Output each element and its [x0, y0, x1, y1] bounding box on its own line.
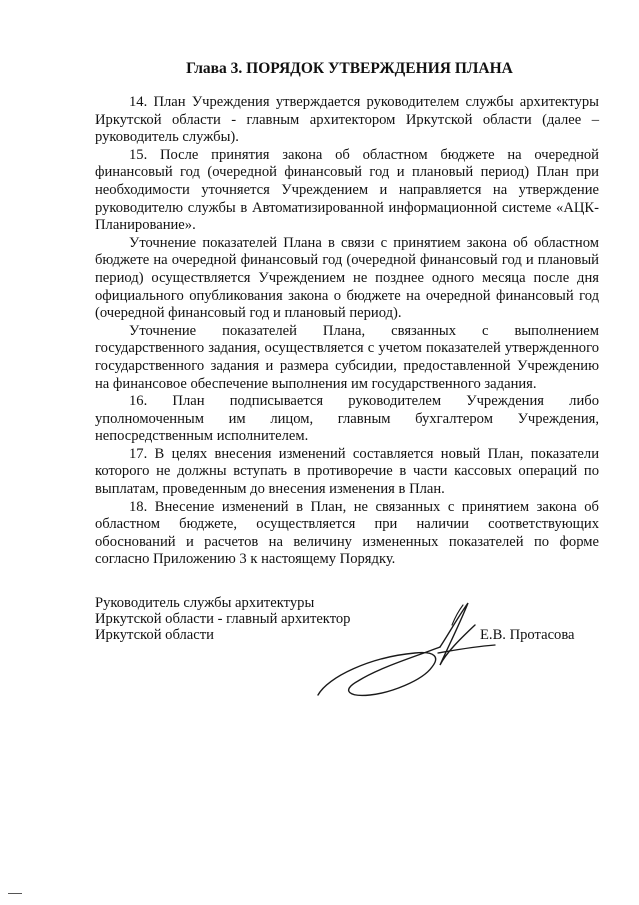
signatory-position-line: Руководитель службы архитектуры: [95, 595, 315, 611]
signatory-name: Е.В. Протасова: [480, 627, 575, 643]
chapter-heading: Глава 3. ПОРЯДОК УТВЕРЖДЕНИЯ ПЛАНА: [186, 60, 513, 77]
paragraph-15: 15. После принятия закона об областном бюджете на очередной финансовый год (очередной финансовый год и плановый период) План при необходимости уточняется Учреждением и направляется на утверждение руководителю службы в Автоматизированной информационной системе «АЦК-Планирование».: [95, 146, 599, 234]
signatory-position-line: Иркутской области: [95, 627, 214, 643]
document-body: [95, 94, 599, 569]
paragraph-15-clarification: Уточнение показателей Плана в связи с принятием закона об областном бюджете на очередной финансовый год (очередной финансовый год и плановый период) осуществляется Учреждением не позднее одного месяца после дня официального опубликования закона о бюджете на очередной финансовый год (очередной финансовый год и плановый период).: [95, 234, 599, 322]
signatory-position-line: Иркутской области - главный архитектор: [95, 611, 351, 627]
paragraph-15-state-task: Уточнение показателей Плана, связанных с выполнением государственного задания, осуществляется с учетом показателей утвержденного государственного задания и размера субсидии, предоставленной Учреждению на финансовое обеспечение выполнения им государственного задания.: [95, 322, 599, 392]
paragraph-17: 17. В целях внесения изменений составляется новый План, показатели которого не должны вступать в противоречие в части кассовых операций по выплатам, проведенным до внесения изменения в План.: [95, 445, 599, 498]
paragraph-18: 18. Внесение изменений в План, не связанных с принятием закона об областном бюджете, осуществляется при наличии соответствующих обоснований и расчетов на величину измененных показателей по форме согласно Приложению 3 к настоящему Порядку.: [95, 498, 599, 568]
page-margin-mark: [8, 893, 22, 894]
handwritten-signature: [310, 595, 510, 705]
paragraph-16: 16. План подписывается руководителем Учреждения либо уполномоченным им лицом, главным бухгалтером Учреждения, непосредственным исполнителем.: [95, 393, 599, 445]
paragraph-14: 14. План Учреждения утверждается руководителем службы архитектуры Иркутской области - главным архитектором Иркутской области (далее – руководитель службы).: [95, 94, 599, 146]
